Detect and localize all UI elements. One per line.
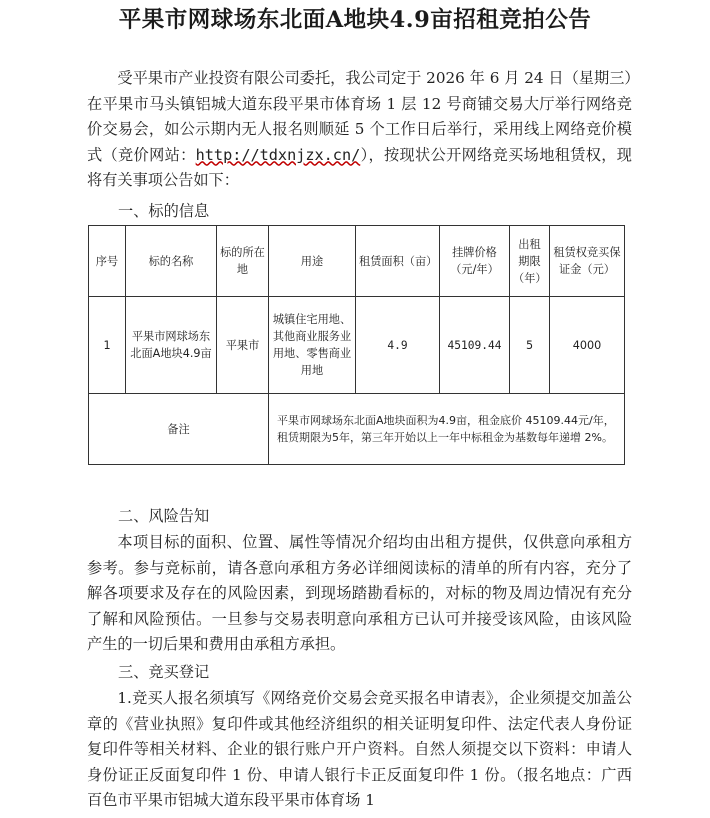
header-cell: 挂牌价格（元/年） [440,226,510,297]
table-note-row [89,394,625,465]
section-heading-risk: 二、风险告知 [118,507,210,525]
header-cell: 出租期限（年） [510,226,550,297]
auction-website-link[interactable]: http://tdxnjzx.cn/ [195,145,361,164]
cell-location: 平果市 [217,297,269,394]
header-cell: 用途 [269,226,356,297]
cell-term: 5 [510,297,550,394]
intro-paragraph [87,66,632,194]
cell-price: 45109.44 [440,297,510,394]
intro-text-before: 受平果市产业投资有限公司委托，我公司定于 2026 年 6 月 24 日（星期三）在平果市马头镇铝城大道东段平果市体育场 1 层 12 号商铺交易大厅举行网络竞价交易会，如公示期内无人报名则顺延 5 个工作日后举行，采用线上网络竞价模式（竞价网站： [87,69,632,164]
table-header-row [89,226,625,297]
cell-no: 1 [89,297,126,394]
registration-paragraph: 1.竞买人报名须填写《网络竞价交易会竞买报名申请表》，企业须提交加盖公章的《营业执照》复印件或其他经济组织的相关证明复印件、法定代表人身份证复印件等相关材料、企业的银行账户开户资料。自然人须提交以下资料：申请人身份证正反面复印件 1 份、申请人银行卡正反面复印件 1 份。（报名地点：广西百色市平果市铝城大道东段平果市体育场 1 [87,689,632,809]
section-heading-registration: 三、竞买登记 [118,663,210,681]
header-cell: 租赁面积（亩） [356,226,440,297]
page-title: 平果市网球场东北面A地块4.9亩招租竞拍公告 [118,7,592,33]
header-cell: 序号 [89,226,126,297]
intro-text-after: ），按现状公开网络竞买场地租赁权，现将有关事项公告如下： [87,145,632,189]
cell-deposit: 4000 [550,297,625,394]
table-row [89,297,625,394]
note-label: 备注 [89,394,269,465]
cell-target-name: 平果市网球场东北面A地块4.9亩 [126,297,217,394]
header-cell: 标的所在地 [217,226,269,297]
section-heading-target-info: 一、标的信息 [118,202,210,220]
risk-paragraph: 本项目标的面积、位置、属性等情况介绍均由出租方提供，仅供意向承租方参考。参与竞标前，请各意向承租方务必详细阅读标的清单的所有内容，充分了解各项要求及存在的风险因素，到现场踏勘看标的，对标的物及周边情况有充分了解和风险预估。一旦参与交易表明意向承租方已认可并接受该风险，由该风险产生的一切后果和费用由承租方承担。 [87,533,632,653]
cell-usage: 城镇住宅用地、其他商业服务业用地、零售商业用地 [269,297,356,394]
cell-area: 4.9 [356,297,440,394]
header-cell: 标的名称 [126,226,217,297]
target-info-table [88,225,625,465]
header-cell: 租赁权竞买保证金（元） [550,226,625,297]
note-text: 平果市网球场东北面A地块面积为4.9亩，租金底价 45109.44元/年，租赁期限为5年，第三年开始以上一年中标租金为基数每年递增 2%。 [269,394,625,465]
